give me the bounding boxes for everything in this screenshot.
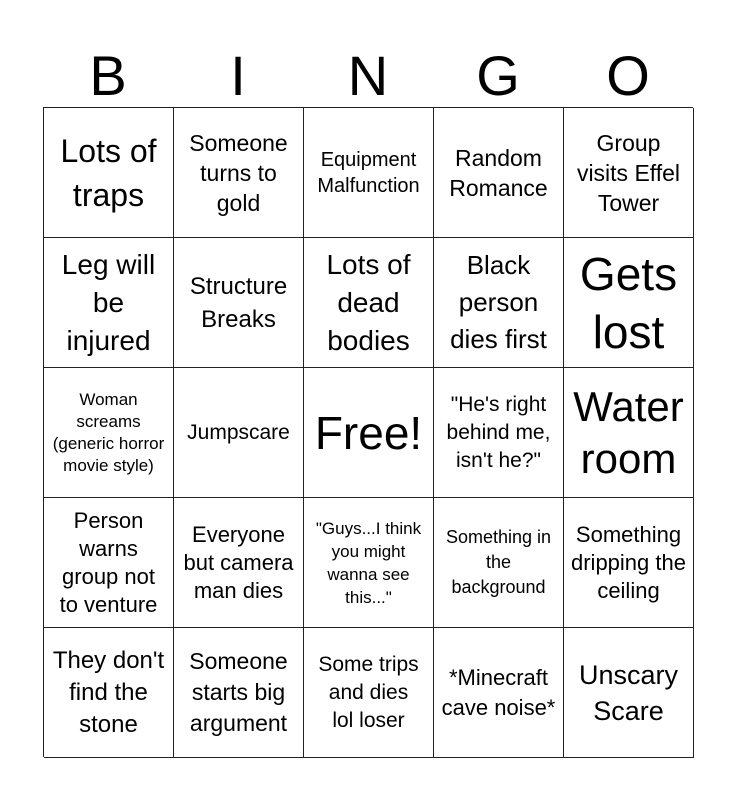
cell-text: Gets lost [579, 247, 678, 358]
header-letter-n: N [347, 44, 389, 107]
bingo-cell[interactable] [304, 498, 434, 628]
bingo-cell[interactable] [434, 628, 564, 758]
bingo-cell[interactable] [44, 108, 174, 238]
bingo-cell[interactable] [564, 628, 694, 758]
cell-text: Leg will be injured [61, 248, 156, 356]
cell-text: Lots of dead bodies [326, 248, 411, 356]
bingo-cell[interactable] [304, 108, 434, 238]
bingo-cell[interactable] [44, 368, 174, 498]
bingo-cell[interactable] [564, 498, 694, 628]
bingo-cell[interactable] [174, 368, 304, 498]
bingo-cell[interactable] [434, 368, 564, 498]
header-letter-i: I [230, 44, 246, 107]
cell-text: Structure Breaks [189, 272, 288, 333]
cell-text: Someone starts big argument [189, 648, 288, 736]
cell-text: Free! [314, 406, 423, 459]
bingo-cell[interactable] [174, 238, 304, 368]
bingo-cell[interactable] [44, 238, 174, 368]
cell-text: Everyone but camera man dies [183, 521, 294, 603]
cell-text: Something in the background [445, 527, 552, 597]
cell-text: "Guys...I think you might wanna see this..." [315, 518, 422, 607]
cell-text: Unscary Scare [578, 659, 679, 726]
bingo-cell[interactable] [174, 498, 304, 628]
cell-text: They don't find the stone [52, 646, 165, 738]
cell-text: Black person dies first [450, 250, 547, 354]
bingo-cell[interactable] [434, 108, 564, 238]
cell-text: *Minecraft cave noise* [441, 664, 556, 720]
cell-text: Random Romance [449, 144, 548, 201]
bingo-cell[interactable] [434, 238, 564, 368]
bingo-cell[interactable] [44, 628, 174, 758]
cell-text: Water room [573, 382, 684, 482]
cell-text: Equipment Malfunction [317, 148, 420, 197]
bingo-cell[interactable] [174, 628, 304, 758]
cell-text: Some trips and dies lol loser [318, 652, 419, 732]
bingo-header [43, 44, 693, 108]
header-letter-b: B [89, 44, 127, 107]
cell-text: Woman screams (generic horror movie style) [52, 389, 165, 475]
header-letter-o: O [606, 44, 650, 107]
bingo-grid [43, 107, 693, 757]
bingo-cell[interactable] [304, 238, 434, 368]
cell-text: "He's right behind me, isn't he?" [446, 392, 551, 472]
bingo-cell[interactable] [564, 238, 694, 368]
bingo-cell[interactable] [564, 108, 694, 238]
cell-text: Someone turns to gold [189, 129, 288, 216]
cell-text: Lots of traps [60, 132, 157, 213]
bingo-cell[interactable] [44, 498, 174, 628]
bingo-cell[interactable] [564, 368, 694, 498]
cell-text: Person warns group not to venture [59, 507, 158, 617]
cell-text: Jumpscare [187, 420, 290, 444]
bingo-cell[interactable] [434, 498, 564, 628]
header-letter-g: G [476, 44, 520, 107]
cell-text: Group visits Effel Tower [576, 129, 681, 216]
bingo-cell[interactable] [304, 368, 434, 498]
bingo-cell[interactable] [304, 628, 434, 758]
bingo-cell[interactable] [174, 108, 304, 238]
cell-text: Something dripping the ceiling [571, 521, 686, 603]
